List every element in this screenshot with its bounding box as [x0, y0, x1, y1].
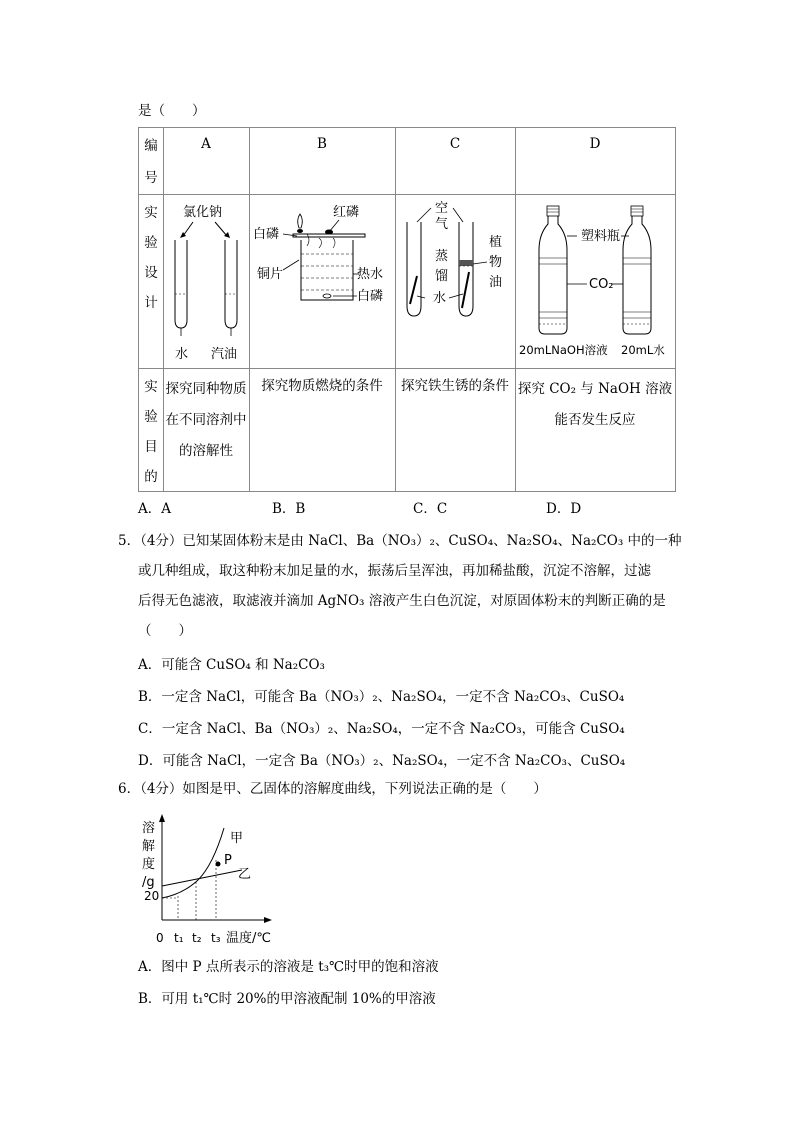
fig-b-label-white-p-left: 白磷 — [253, 227, 280, 242]
fig-a-label-water: 水 — [175, 347, 189, 362]
figure-a-solubility — [163, 194, 249, 368]
purpose-a — [163, 374, 249, 467]
figure-b-combustion — [249, 194, 395, 368]
q4-option-b[interactable]: B．B — [272, 501, 306, 517]
q6-option-a[interactable]: A．图中 P 点所表示的溶液是 t₃℃时甲的饱和溶液 — [138, 959, 439, 975]
q4-option-c[interactable]: C．C — [413, 501, 448, 517]
q5-stem-line4: （ ） — [138, 623, 192, 639]
purpose-b: 探究物质燃烧的条件 — [261, 378, 383, 394]
graph-label-jia: 甲 — [230, 831, 244, 846]
fig-b-label-hot-water: 热水 — [357, 267, 384, 282]
fig-d-label-naoh: 20mLNaOH溶液 — [519, 343, 608, 357]
q5-stem-line2: 或几种组成，取这种粉末加足量的水，振荡后呈浑浊，再加稀盐酸，沉淀不溶解，过滤 — [138, 563, 651, 579]
col-header-d: D — [589, 136, 601, 152]
purpose-a-text: 探究同种物质在不同溶剂中的溶解性 — [165, 381, 247, 459]
point-p — [216, 862, 221, 867]
q6-stem: 6．（4分）如图是甲、乙固体的溶解度曲线，下列说法正确的是（ ） — [118, 781, 547, 797]
graph-ylabel-2: 解 — [142, 839, 156, 854]
fig-c-label-distilled-2: 馏 — [435, 269, 449, 284]
q5-option-c[interactable]: C．一定含 NaCl、Ba（NO₃）₂、Na₂SO₄，一定不含 Na₂CO₃，可能含 CuSO₄ — [138, 721, 625, 737]
fig-d-label-bottle: 塑料瓶 — [581, 229, 621, 244]
fig-b-label-copper: 铜片 — [257, 267, 284, 282]
solubility-curve-graph — [138, 810, 288, 950]
q5-option-a[interactable]: A．可能含 CuSO₄ 和 Na₂CO₃ — [138, 657, 325, 673]
col-header-b: B — [317, 136, 327, 152]
fig-b-label-white-p-right: 白磷 — [357, 289, 384, 304]
fig-c-label-air-2: 气 — [435, 217, 449, 232]
col-header-a: A — [201, 136, 211, 152]
figure-d-co2 — [515, 194, 675, 368]
graph-label-p: P — [224, 853, 232, 868]
row-label-design-text: 实验设计 — [144, 205, 158, 311]
fig-b-label-red-p: 红磷 — [333, 205, 360, 220]
row-label-purpose-text: 实验目的 — [144, 379, 158, 485]
fig-c-label-water: 水 — [433, 291, 447, 306]
figure-c-rust — [395, 194, 515, 368]
graph-tick-t2: t₂ — [192, 931, 202, 945]
graph-ylabel-4: /g — [142, 875, 155, 890]
fig-c-label-oil-1: 植 — [489, 235, 503, 250]
row-label-number-text: 编号 — [144, 138, 158, 186]
row-label-number — [139, 130, 163, 194]
fig-c-label-oil-3: 油 — [489, 275, 503, 290]
q4-option-a[interactable]: A．A — [138, 501, 171, 517]
purpose-d-text: 探究 CO₂ 与 NaOH 溶液能否发生反应 — [517, 381, 673, 428]
curve-jia — [162, 828, 224, 898]
q5-option-d[interactable]: D．可能含 NaCl，一定含 Ba（NO₃）₂、Na₂SO₄，一定不含 Na₂CO₃、CuSO₄ — [138, 753, 626, 769]
graph-ylabel-1: 溶 — [142, 821, 156, 836]
fig-a-label-nacl: 氯化钠 — [183, 205, 223, 220]
q4-option-d[interactable]: D．D — [546, 501, 582, 517]
row-label-design — [139, 198, 163, 318]
graph-tick-t3: t₃ — [211, 931, 221, 945]
q4-lead: 是（ ） — [138, 103, 206, 119]
graph-y20: 20 — [144, 889, 160, 903]
fig-d-label-water: 20mL水 — [621, 343, 665, 357]
fig-c-label-air-1: 空 — [435, 201, 449, 216]
graph-label-yi: 乙 — [238, 867, 252, 882]
graph-origin: 0 — [156, 931, 164, 945]
purpose-c: 探究铁生锈的条件 — [401, 378, 509, 394]
graph-xlabel: 温度/℃ — [226, 931, 271, 946]
fig-c-label-oil-2: 物 — [489, 255, 503, 270]
fig-c-label-distilled-1: 蒸 — [435, 249, 449, 264]
row-label-purpose — [139, 372, 163, 492]
graph-tick-t1: t₁ — [174, 931, 184, 945]
fig-d-label-co2: CO₂ — [589, 277, 614, 292]
purpose-d — [515, 374, 675, 436]
q5-option-b[interactable]: B．一定含 NaCl，可能含 Ba（NO₃）₂、Na₂SO₄，一定不含 Na₂CO₃、CuSO₄ — [138, 689, 625, 705]
q5-stem-line1: 5．（4分）已知某固体粉末是由 NaCl、Ba（NO₃）₂、CuSO₄、Na₂SO₄、Na₂CO₃ 中的一种 — [118, 533, 682, 549]
fig-a-label-gasoline: 汽油 — [211, 347, 238, 362]
curve-yi — [162, 870, 242, 886]
experiment-table — [138, 127, 676, 492]
q6-option-b[interactable]: B．可用 t₁℃时 20%的甲溶液配制 10%的甲溶液 — [138, 991, 436, 1007]
col-header-c: C — [449, 136, 461, 152]
q5-stem-line3: 后得无色滤液，取滤液并滴加 AgNO₃ 溶液产生白色沉淀，对原固体粉末的判断正确的是 — [138, 593, 666, 609]
graph-ylabel-3: 度 — [142, 857, 156, 872]
